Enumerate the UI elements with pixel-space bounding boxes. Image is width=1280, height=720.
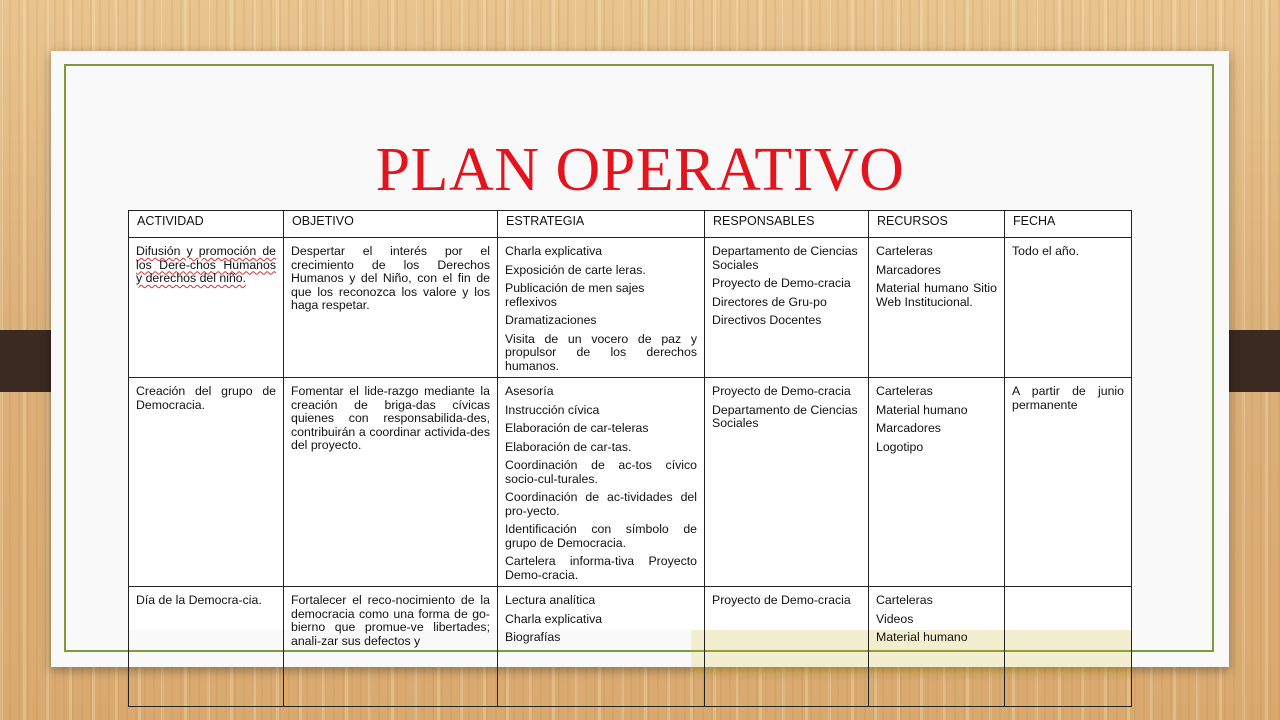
cell-recursos: [869, 238, 1005, 378]
list-item: Proyecto de Demo-cracia: [712, 593, 851, 607]
list-item: Visita de un vocero de paz y propulsor de los derechos humanos.: [505, 331, 697, 373]
list-item: Proyecto de Demo-cracia: [712, 384, 851, 398]
table-row: [129, 378, 1132, 587]
list-item: Publicación de men sajes reflexivos: [505, 281, 645, 309]
cell-actividad: Difusión y promoción de los Dere-chos Humanos y derechos del niño.: [129, 238, 284, 378]
cell-fecha: [1005, 587, 1132, 707]
list-item: Marcadores: [876, 262, 941, 277]
table-row: [129, 238, 1132, 378]
cell-objetivo: Fomentar el lide-razgo mediante la creación de briga-das cívicas quienes con responsabilida-des, contribuirán a coordinar activida-des del proyecto.: [284, 378, 498, 587]
header-actividad: ACTIVIDAD: [129, 211, 284, 238]
table-row: [129, 587, 1132, 707]
table-header-row: [129, 211, 1132, 238]
header-recursos: RECURSOS: [869, 211, 1005, 238]
list-item: Material humano Sitio Web Institucional.: [876, 281, 997, 309]
list-item: Material humano: [876, 402, 968, 417]
list-item: Elaboración de car-teleras: [505, 421, 649, 435]
list-item: Material humano: [876, 630, 968, 644]
cell-actividad: Día de la Democra-cia.: [129, 587, 284, 707]
cell-responsables: [705, 238, 869, 378]
header-responsables: RESPONSABLES: [705, 211, 869, 238]
cell-estrategia: [498, 378, 705, 587]
cell-recursos: [869, 378, 1005, 587]
list-item: Coordinación de ac-tos cívico socio-cul-turales.: [505, 458, 697, 486]
cell-estrategia: [498, 587, 705, 707]
list-item: Coordinación de ac-tividades del pro-yecto.: [505, 490, 697, 518]
cell-actividad: Creación del grupo de Democracia.: [129, 378, 284, 587]
header-fecha: FECHA: [1005, 211, 1132, 238]
plan-table-container: [128, 210, 1131, 648]
list-item: Cartelera informa-tiva Proyecto Demo-cracia.: [505, 554, 697, 582]
list-item: Charla explicativa: [505, 244, 603, 258]
list-item: Logotipo: [876, 439, 924, 454]
cell-fecha: A partir de junio permanente: [1005, 378, 1132, 587]
list-item: Biografías: [505, 630, 561, 644]
list-item: Charla explicativa: [505, 611, 603, 626]
list-item: Carteleras: [876, 384, 933, 398]
list-item: Directivos Docentes: [712, 313, 822, 327]
header-estrategia: ESTRATEGIA: [498, 211, 705, 238]
plan-table: [128, 210, 1132, 707]
list-item: Asesoría: [505, 384, 554, 398]
cell-fecha: Todo el año.: [1005, 238, 1132, 378]
list-item: Marcadores: [876, 421, 941, 435]
cell-objetivo: Fortalecer el reco-nocimiento de la democracia como una forma de go-bierno que promue-ve libertades; anali-zar sus defectos y: [284, 587, 498, 707]
header-objetivo: OBJETIVO: [284, 211, 498, 238]
list-item: Identificación con símbolo de grupo de Democracia.: [505, 522, 697, 550]
list-item: Carteleras: [876, 593, 933, 607]
list-item: Directores de Gru-po: [712, 294, 827, 309]
cell-estrategia: [498, 238, 705, 378]
cell-responsables: [705, 378, 869, 587]
list-item: Departamento de Ciencias Sociales: [712, 244, 858, 272]
list-item: Exposición de carte leras.: [505, 262, 646, 277]
list-item: Proyecto de Demo-cracia: [712, 276, 851, 290]
list-item: Lectura analítica: [505, 593, 596, 607]
list-item: Instrucción cívica: [505, 402, 600, 417]
cell-recursos: [869, 587, 1005, 707]
list-item: Departamento de Ciencias Sociales: [712, 402, 858, 430]
cell-responsables: [705, 587, 869, 707]
list-item: Dramatizaciones: [505, 313, 597, 327]
slide-title: PLAN OPERATIVO: [375, 136, 905, 204]
list-item: Carteleras: [876, 244, 933, 258]
cell-objetivo: Despertar el interés por el crecimiento de los Derechos Humanos y del Niño, con el fin de que los reconozca los valore y los haga respetar.: [284, 238, 498, 378]
list-item: Videos: [876, 611, 914, 626]
list-item: Elaboración de car-tas.: [505, 439, 632, 454]
